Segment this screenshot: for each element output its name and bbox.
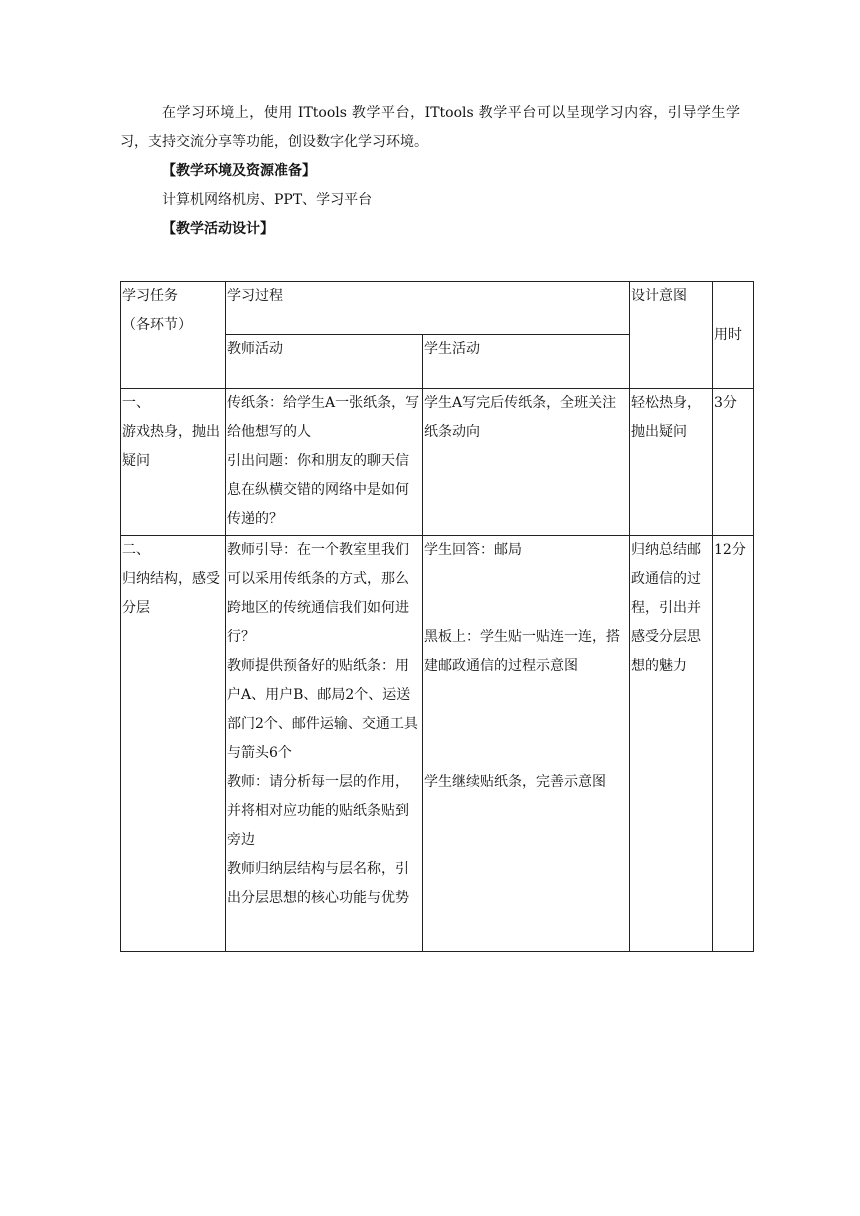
row2-task: 二、 归纳结构，感受分层 <box>121 536 226 952</box>
intro-paragraph: 在学习环境上，使用 ITtools 教学平台，ITtools 教学平台可以呈现学习内容，引导学生学习，支持交流分享等功能，创设数字化学习环境。 <box>120 105 740 150</box>
header-teacher: 教师活动 <box>226 335 423 389</box>
row1-student: 学生A写完后传纸条，全班关注纸条动向 <box>423 389 630 536</box>
row2-student-continue: 学生继续贴纸条，完善示意图 <box>424 774 606 790</box>
header-student: 学生活动 <box>423 335 630 389</box>
activity-design-table <box>120 281 754 952</box>
row2-intent: 归纳总结邮政通信的过程，引出并感受分层思想的魅力 <box>630 536 713 952</box>
activity-heading: 【教学活动设计】 <box>162 221 274 237</box>
row1-intent: 轻松热身，抛出疑问 <box>630 389 713 536</box>
row1-task: 一、 游戏热身，抛出疑问 <box>121 389 226 536</box>
row2-teacher: 教师引导：在一个教室里我们可以采用传纸条的方式，那么跨地区的传统通信我们如何进行？ 教师提供预备好的贴纸条：用户A、用户B、邮局2个、运送部门2个、邮件运输、交通工具与箭头6个 教师：请分析每一层的作用，并将相对应功能的贴纸条贴到旁边 教师归纳层结构与层名称，引出分层思想的核心功能与优势 <box>226 536 423 952</box>
header-time: 用时 <box>713 282 754 389</box>
table-row <box>121 536 754 952</box>
resources-heading: 【教学环境及资源准备】 <box>162 163 316 179</box>
table-row <box>121 389 754 536</box>
row2-student-board: 黑板上：学生贴一贴连一连，搭建邮政通信的过程示意图 <box>424 629 620 674</box>
row2-time: 12分 <box>713 536 754 952</box>
row1-time: 3分 <box>713 389 754 536</box>
header-task: 学习任务 （各环节） <box>121 282 226 389</box>
row1-teacher: 传纸条：给学生A一张纸条，写给他想写的人 引出问题：你和朋友的聊天信息在纵横交错的网络中是如何传递的？ <box>226 389 423 536</box>
header-process: 学习过程 <box>226 282 630 335</box>
row2-student-answer: 学生回答：邮局 <box>424 542 522 558</box>
row2-student <box>423 536 630 952</box>
resources-content: 计算机网络机房、PPT、学习平台 <box>162 192 373 208</box>
header-intent: 设计意图 <box>630 282 713 389</box>
